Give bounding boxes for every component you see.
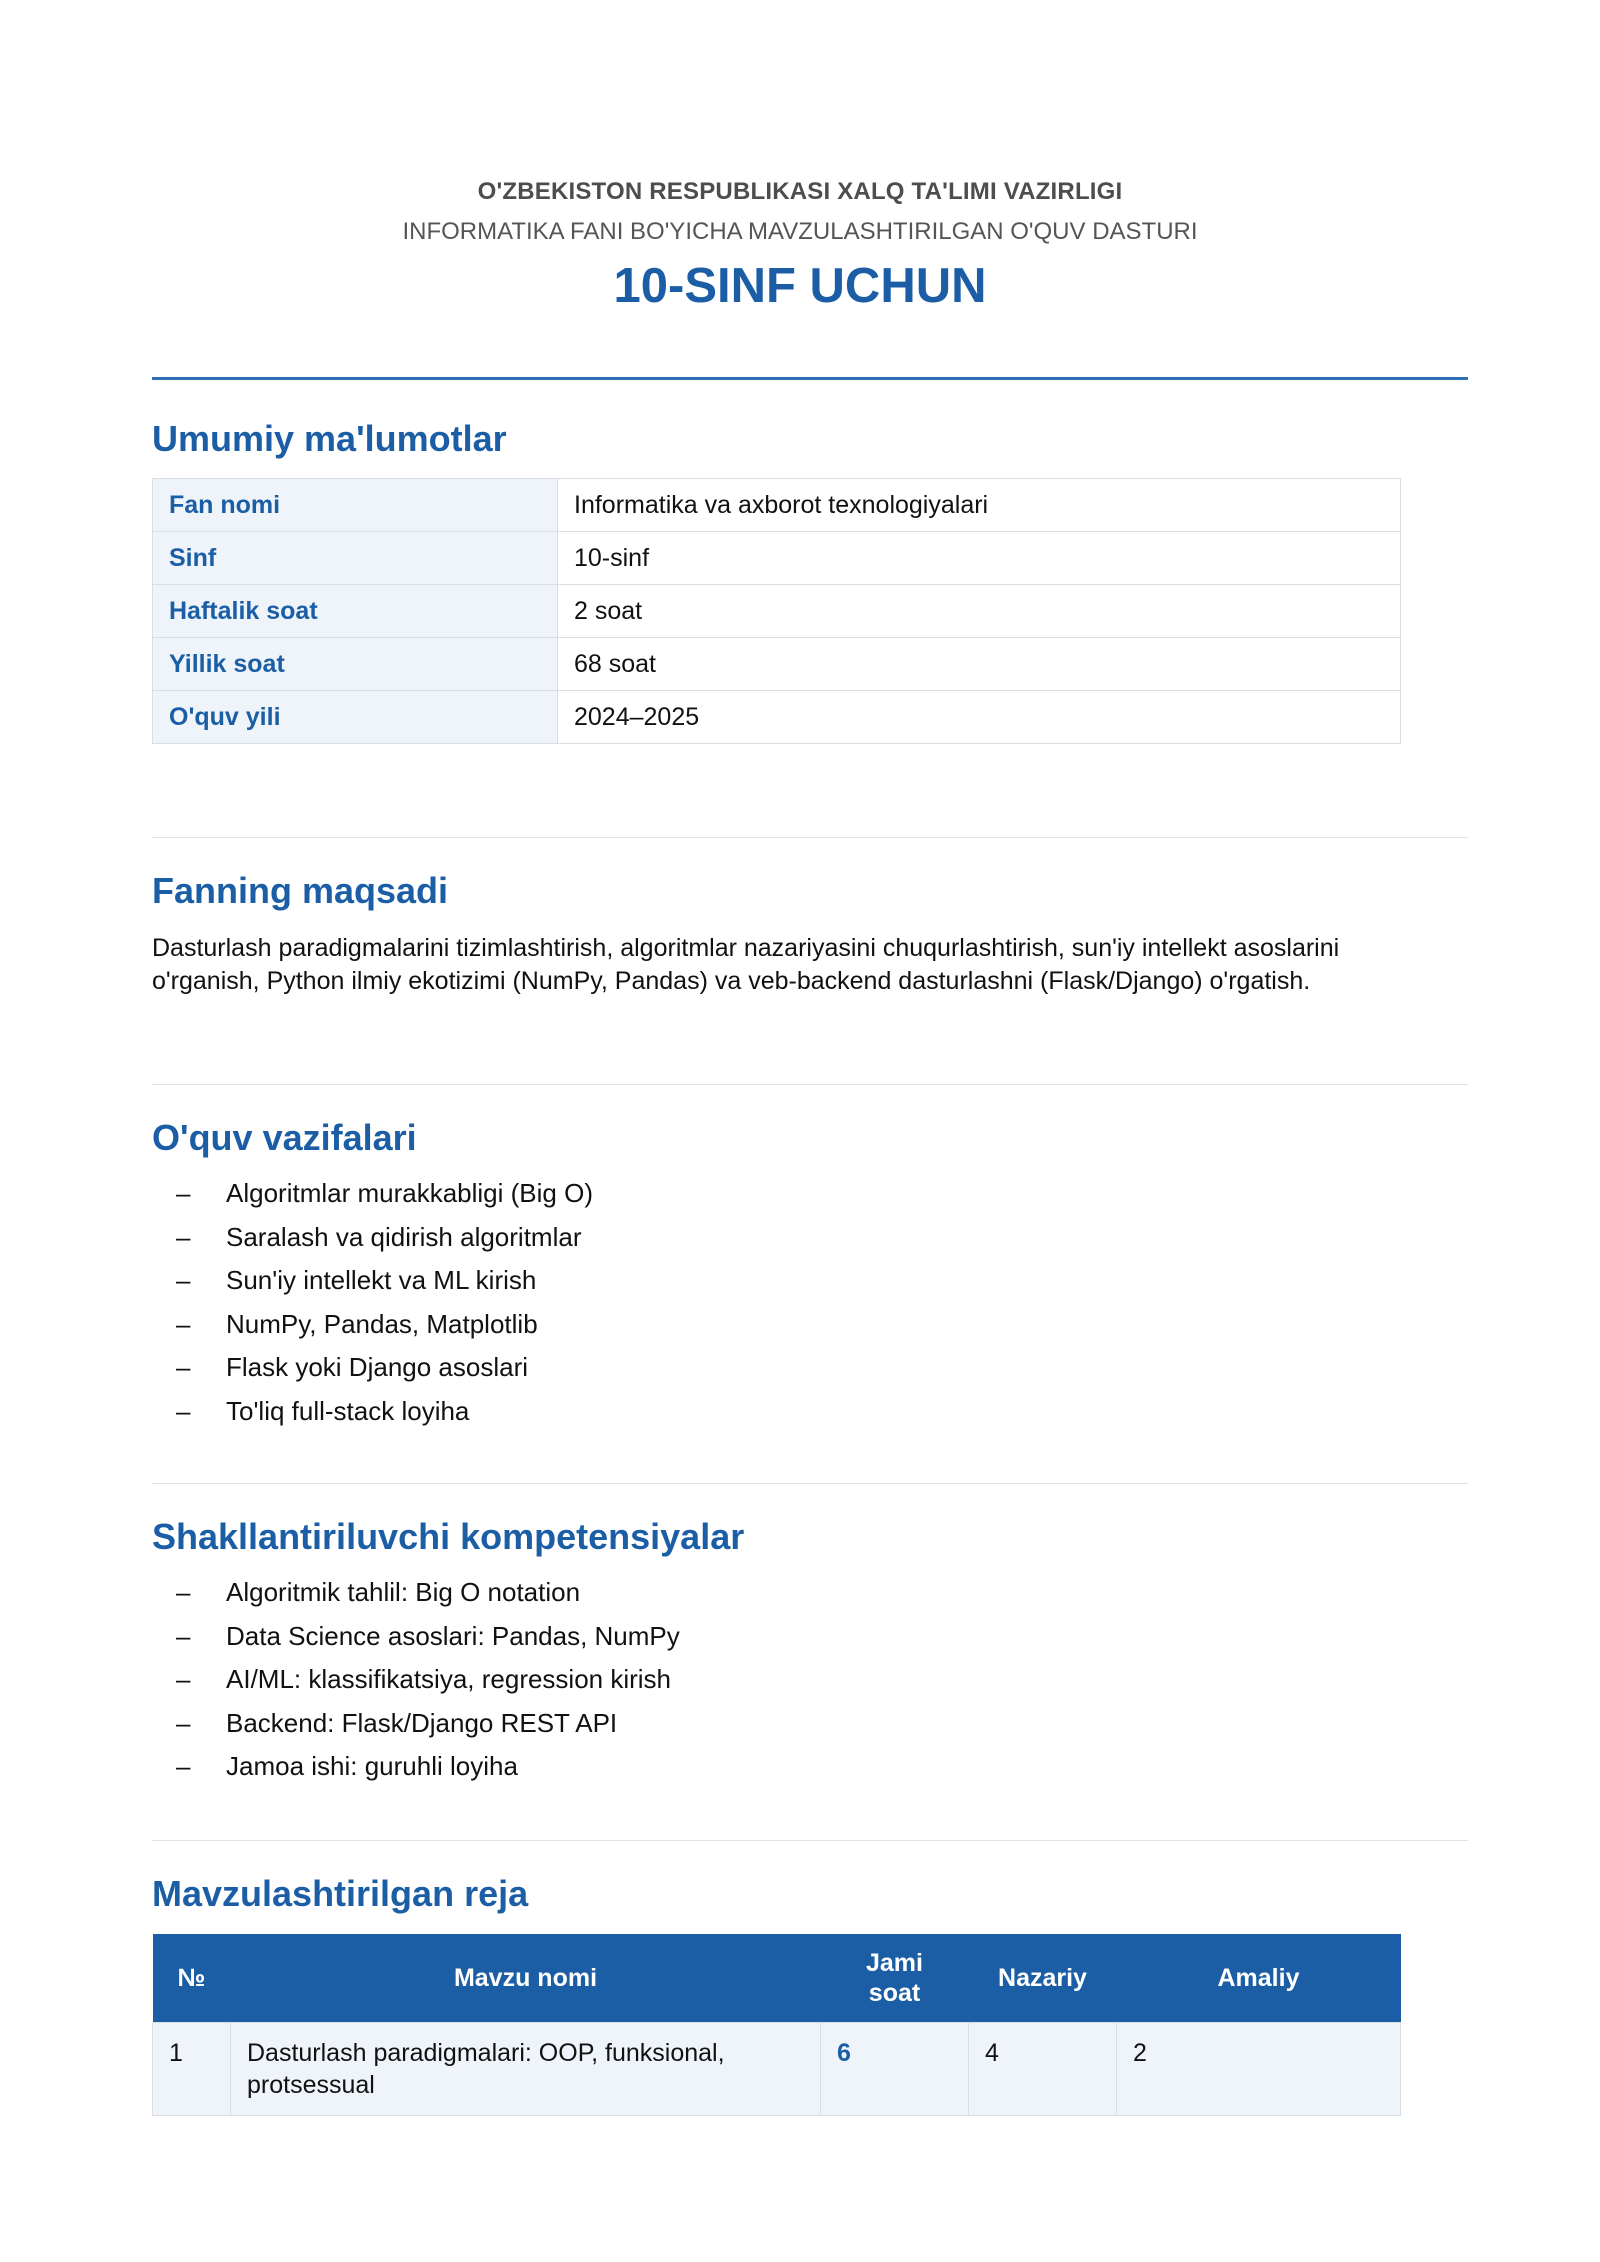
dash-bullet: – [176,1221,191,1252]
info-row [153,532,1401,585]
dash-bullet: – [176,1395,191,1426]
info-value: 2 soat [558,585,1401,638]
list-item-text: Backend: Flask/Django REST API [226,1707,618,1738]
list-item-text: To'liq full-stack loyiha [226,1395,470,1426]
tasks-list [152,1172,593,1433]
info-key: Fan nomi [153,479,558,532]
section-divider [152,1840,1468,1841]
list-item [152,1216,593,1260]
info-value: 10-sinf [558,532,1401,585]
info-row [153,479,1401,532]
plan-header-row [153,1934,1401,2023]
dash-bullet: – [176,1751,191,1781]
list-item-text: Jamoa ishi: guruhli loyiha [226,1751,518,1781]
list-item [152,1346,593,1390]
info-key: Yillik soat [153,638,558,691]
col-header-number: № [153,1934,231,2023]
info-value: 68 soat [558,638,1401,691]
plan-cell-theory: 4 [969,2023,1117,2116]
tasks-title: O'quv vazifalari [152,1117,417,1158]
list-item [152,1702,680,1746]
col-header-theory: Nazariy [969,1934,1117,2023]
list-item-text: Data Science asoslari: Pandas, NumPy [226,1620,680,1651]
list-item-text: AI/ML: klassifikatsiya, regression kirish [226,1664,672,1694]
general-info-table [152,478,1401,744]
grade-title: 10-SINF UCHUN [613,259,987,313]
dash-bullet: – [176,1308,191,1339]
info-key: Sinf [153,532,558,585]
dash-bullet: – [176,1352,191,1382]
list-item [152,1658,680,1702]
plan-title: Mavzulashtirilgan reja [152,1873,529,1914]
list-item-text: Algoritmik tahlil: Big O notation [226,1577,581,1607]
plan-cell-total: 6 [821,2023,969,2116]
plan-row [153,2023,1401,2116]
col-header-total [821,1934,969,2023]
dash-bullet: – [176,1178,191,1208]
section-divider [152,837,1468,838]
competencies-title: Shakllantiriluvchi kompetensiyalar [152,1516,745,1557]
competencies-list [152,1571,680,1789]
goal-text: Dasturlash paradigmalarini tizimlashtirish, algoritmlar nazariyasini chuqurlashtirish, sun'iy intellekt asoslarini o'rganish, Python ilmiy ekotizimi (NumPy, Pandas) va veb-backend dasturlashni (Flask/Django) o'rgatish. [152,934,1340,995]
plan-cell-topic: Dasturlash paradigmalari: OOP, funksional, protsessual [231,2023,821,2116]
list-item [152,1172,593,1216]
goal-title: Fanning maqsadi [152,870,449,911]
list-item [152,1259,593,1303]
col-header-total-line1: Jami [866,1949,923,1977]
plan-cell-practice: 2 [1117,2023,1401,2116]
col-header-total-line2: soat [868,1979,921,2007]
dash-bullet: – [176,1664,191,1694]
list-item-text: Saralash va qidirish algoritmlar [226,1221,582,1252]
general-info-title: Umumiy ma'lumotlar [152,418,507,459]
list-item [152,1615,680,1659]
list-item [152,1303,593,1347]
col-header-practice: Amaliy [1117,1934,1401,2023]
document-header [0,178,1600,314]
list-item-text: Flask yoki Django asoslari [226,1352,529,1382]
ministry-name: O'ZBEKISTON RESPUBLIKASI XALQ TA'LIMI VAZIRLIGI [477,178,1123,205]
dash-bullet: – [176,1577,191,1607]
list-item-text: NumPy, Pandas, Matplotlib [226,1308,538,1339]
dash-bullet: – [176,1265,191,1295]
plan-table [152,1934,1401,2116]
info-key: O'quv yili [153,691,558,744]
dash-bullet: – [176,1620,191,1651]
list-item-text: Algoritmlar murakkabligi (Big O) [226,1178,593,1208]
section-divider [152,1084,1468,1085]
info-key: Haftalik soat [153,585,558,638]
document-subtitle: INFORMATIKA FANI BO'YICHA MAVZULASHTIRILGAN O'QUV DASTURI [402,218,1198,245]
info-value: Informatika va axborot texnologiyalari [558,479,1401,532]
plan-cell-number: 1 [153,2023,231,2116]
dash-bullet: – [176,1707,191,1738]
list-item-text: Sun'iy intellekt va ML kirish [226,1265,537,1295]
info-row [153,691,1401,744]
list-item [152,1390,593,1434]
list-item [152,1745,680,1789]
info-row [153,585,1401,638]
header-divider [152,377,1468,380]
info-row [153,638,1401,691]
section-divider [152,1483,1468,1484]
info-value: 2024–2025 [558,691,1401,744]
list-item [152,1571,680,1615]
col-header-topic: Mavzu nomi [231,1934,821,2023]
